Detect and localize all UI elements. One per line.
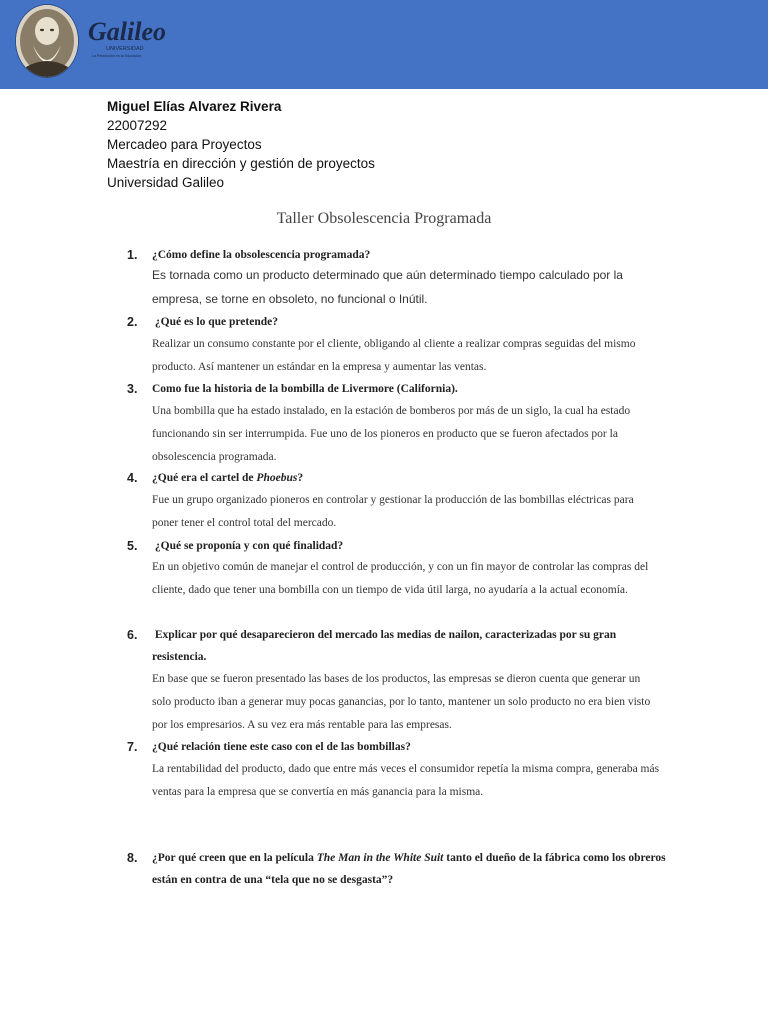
question-text-start: ¿Por qué creen que en la película (152, 852, 317, 864)
course-name: Mercadeo para Proyectos (107, 137, 262, 152)
question-number: 3. (127, 382, 138, 396)
question-text: Como fue la historia de la bombilla de Livermore (California). (152, 383, 458, 395)
question-text (152, 847, 672, 891)
question-text: Explicar por qué desaparecieron del mercado las medias de nailon, caracterizadas por su gran resistencia. (152, 629, 620, 663)
question-number: 4. (127, 471, 138, 485)
question-text-end: tanto el dueño de la fábrica como los obreros están en contra de una “tela que no se desgasta”? (152, 852, 666, 886)
galileo-wordmark-logo (86, 10, 166, 60)
question-emphasis: Phoebus (256, 472, 298, 484)
answer-text: En un objetivo común de manejar el control de producción, y con un fin mayor de controlar las compras del cliente, dado que tener una bombilla con un tiempo de vida útil larga, no ayudaría a la actual economía. (152, 561, 649, 596)
answer-text: Realizar un consumo constante por el cliente, obligando al cliente a realizar compras seguidas del mismo producto. Así mantener un estándar en la empresa y aumentar las ventas. (152, 338, 636, 373)
question-number: 2. (127, 315, 138, 329)
question-number: 7. (127, 740, 138, 754)
answer-text: En base que se fueron presentado las bases de los productos, las empresas se dieron cuenta que generar un solo producto iban a generar muy pocas ganancias, por lo tanto, mantener un solo producto no era bien visto por los empresarios. A su vez era más rentable para las empresas. (152, 673, 651, 731)
question-text: ¿Qué es lo que pretende? (152, 316, 278, 328)
question-text: ¿Qué relación tiene este caso con el de las bombillas? (152, 741, 411, 753)
student-id: 22007292 (107, 118, 168, 133)
answer-text: Es tornada como un producto determinado que aún determinado tiempo calculado por la empresa, se torne en obsoleto, no funcional o Inútil. (152, 268, 623, 306)
svg-text:UNIVERSIDAD: UNIVERSIDAD (106, 46, 144, 52)
question-text-end: ? (297, 472, 304, 484)
question-text: ¿Qué se proponía y con qué finalidad? (152, 540, 344, 552)
answer-text: Una bombilla que ha estado instalado, en la estación de bomberos por más de un siglo, la cual ha estado funcionando sin ser interrumpida. Fue uno de los pioneros en producto que se fueron afectados por la obsolescencia programada. (152, 405, 631, 463)
question-number: 8. (127, 851, 138, 865)
question-number: 1. (127, 248, 138, 262)
program-name: Maestría en dirección y gestión de proyectos (107, 156, 375, 171)
question-text: ¿Cómo define la obsolescencia programada? (152, 249, 371, 261)
document-title: Taller Obsolescencia Programada (276, 210, 492, 227)
question-text (152, 467, 672, 489)
author-name: Miguel Elías Alvarez Rivera (107, 99, 282, 114)
university-name: Universidad Galileo (107, 175, 225, 190)
galileo-seal-logo (16, 5, 78, 77)
svg-text:Galileo: Galileo (88, 17, 166, 46)
answer-text: La rentabilidad del producto, dado que entre más veces el consumidor repetía la misma compra, generaba más ventas para la empresa que se convertía en más ganancia para la misma. (152, 763, 660, 798)
question-text-start: ¿Qué era el cartel de (152, 472, 257, 484)
svg-text:La Revolución en la Educación: La Revolución en la Educación (92, 54, 142, 58)
header-band (0, 0, 768, 89)
question-emphasis: The Man in the White Suit (316, 852, 444, 864)
author-block (107, 97, 375, 192)
question-number: 5. (127, 539, 138, 553)
answer-text: Fue un grupo organizado pioneros en controlar y gestionar la producción de las bombillas eléctricas para poner tener el control total del mercado. (152, 494, 634, 529)
question-number: 6. (127, 628, 138, 642)
